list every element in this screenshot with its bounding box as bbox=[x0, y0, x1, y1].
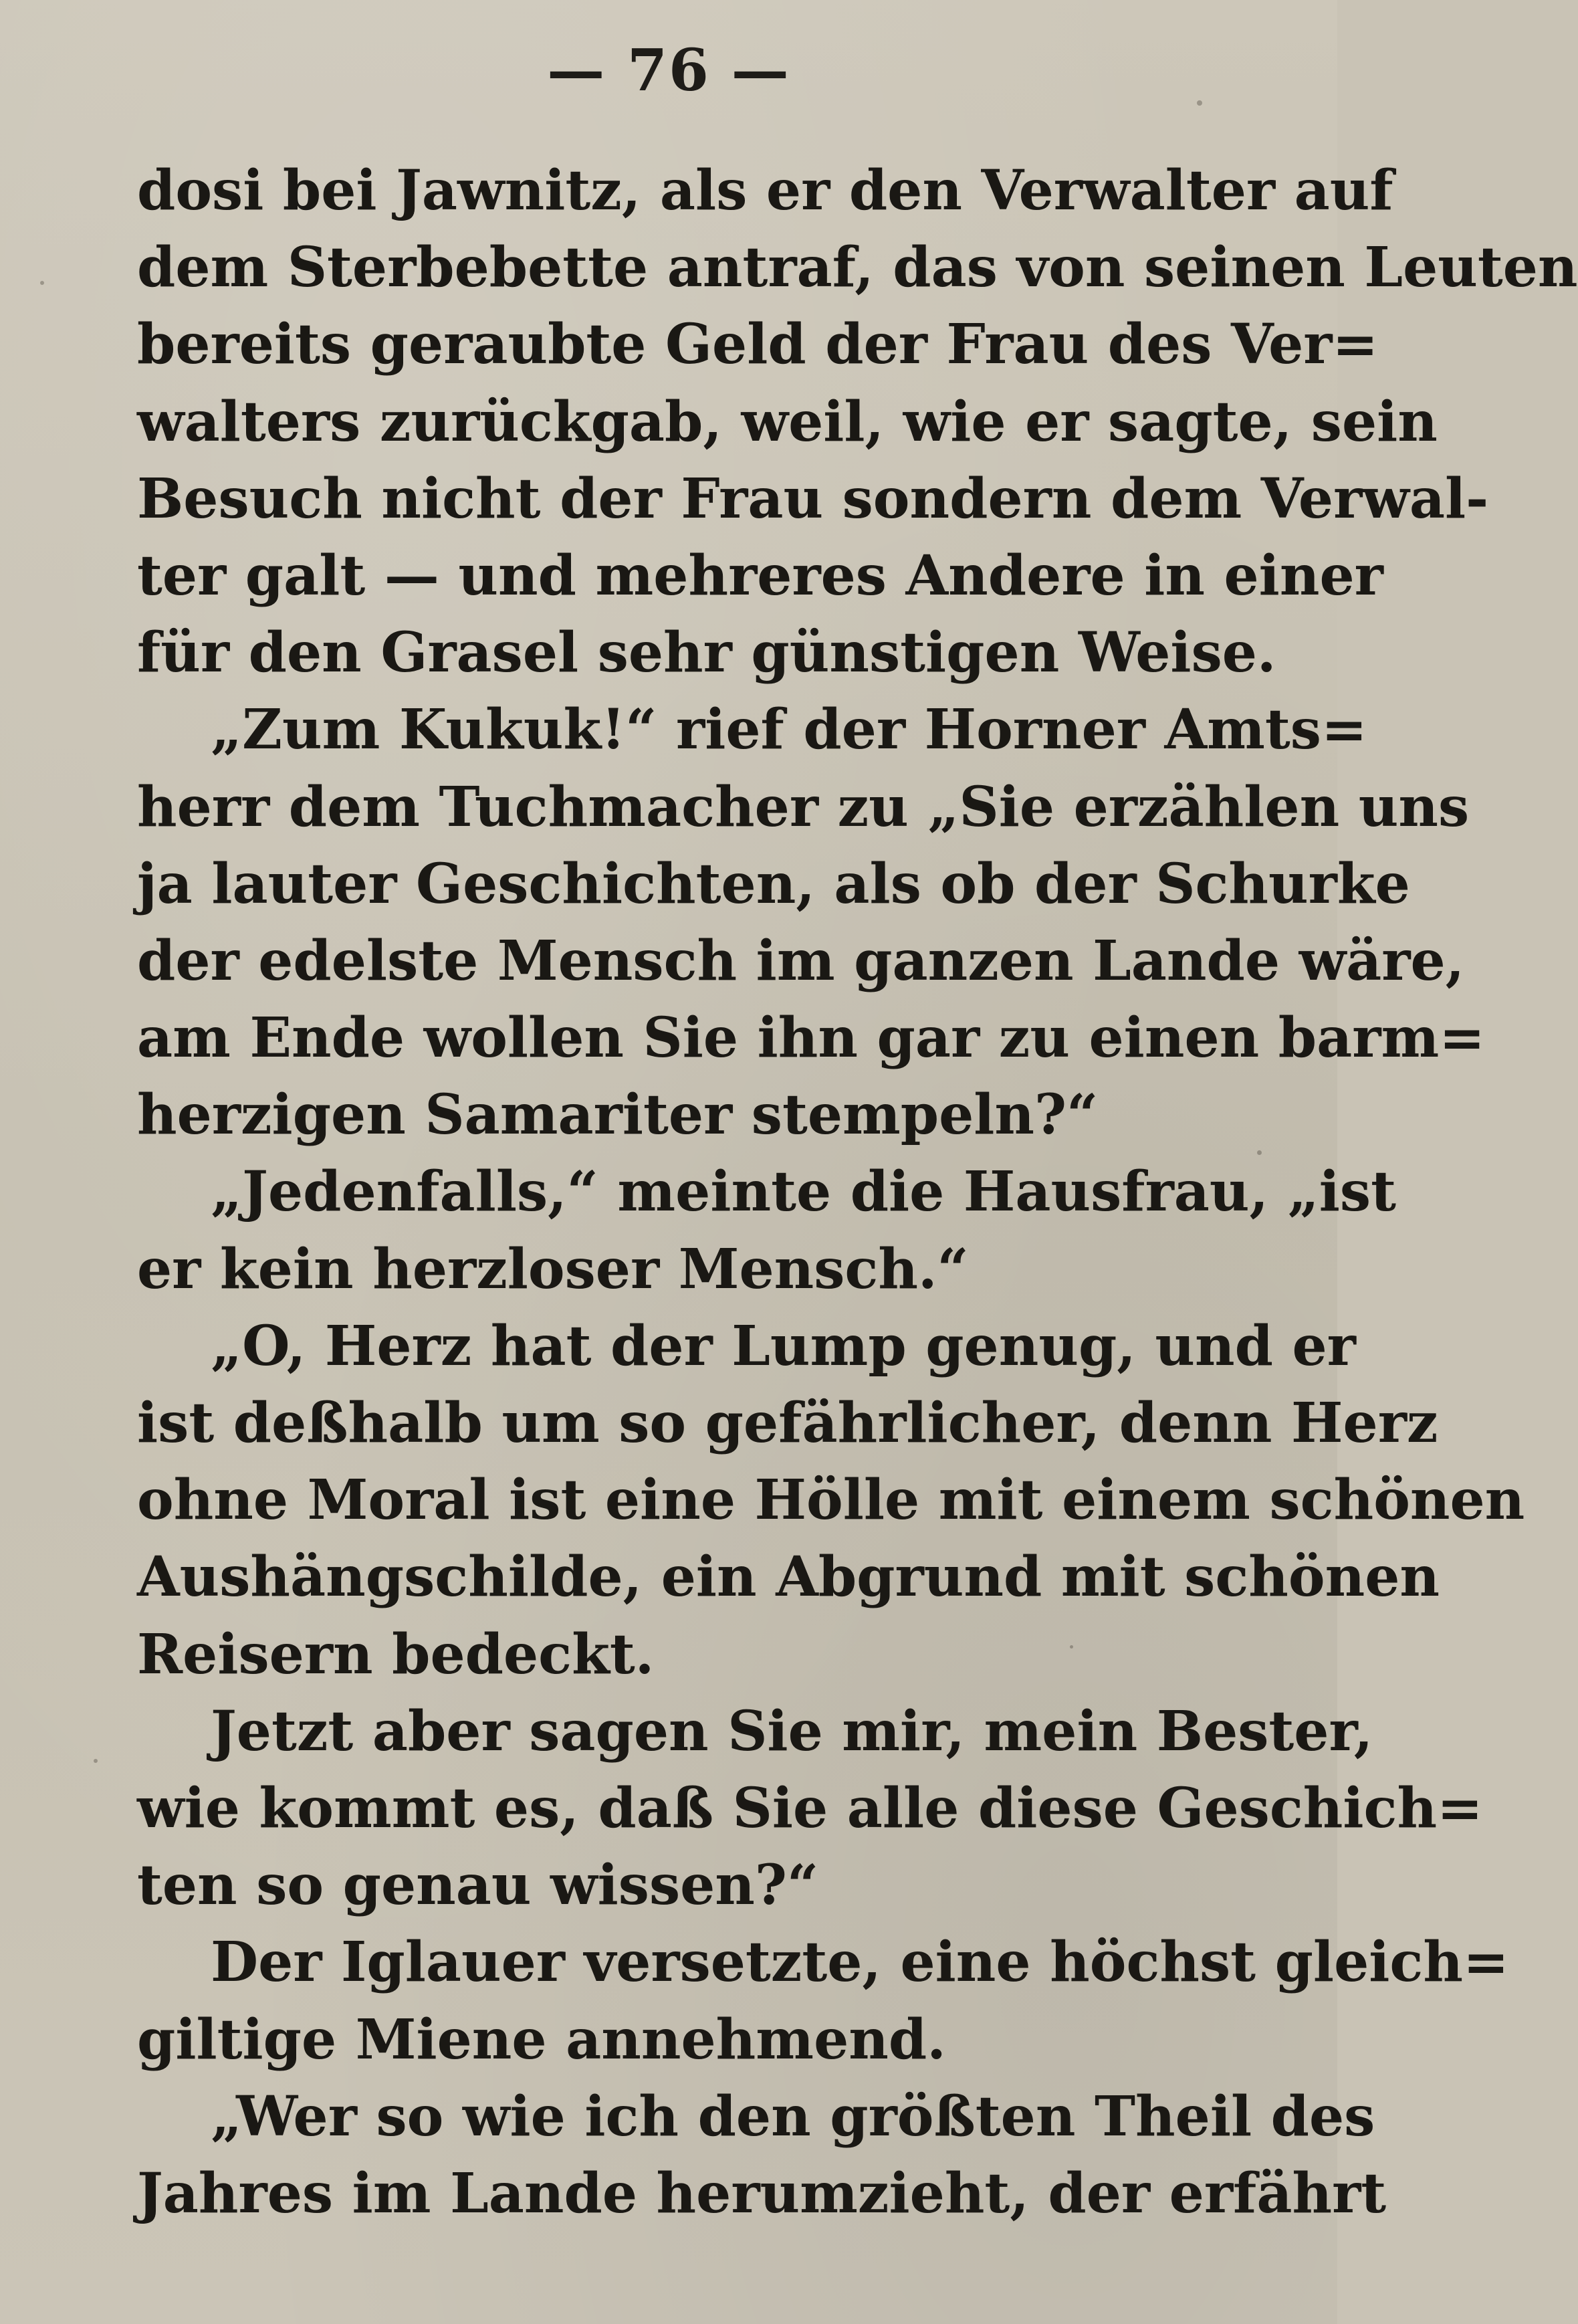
text-line: ist deßhalb um so gefährlicher, denn Herz bbox=[137, 1391, 1438, 1455]
text-line: Besuch nicht der Frau sondern dem Verwal- bbox=[137, 466, 1489, 531]
text-line: Der Iglauer versetzte, eine höchst gleich= bbox=[211, 1930, 1509, 1995]
text-line: „Jedenfalls,“ meinte die Hausfrau, „ist bbox=[211, 1160, 1396, 1225]
text-line: Jahres im Lande herumzieht, der erfährt bbox=[137, 2161, 1387, 2226]
text-line: für den Grasel sehr günstigen Weise. bbox=[137, 621, 1276, 685]
text-line: „O, Herz hat der Lump genug, und er bbox=[211, 1313, 1356, 1378]
text-line: ter galt — und mehreres Andere in einer bbox=[137, 543, 1383, 608]
text-line: Reisern bedeckt. bbox=[137, 1622, 655, 1687]
text-line: Jetzt aber sagen Sie mir, mein Bester, bbox=[211, 1699, 1373, 1764]
text-line: wie kommt es, daß Sie alle diese Geschich= bbox=[137, 1776, 1483, 1840]
body-text bbox=[137, 152, 1578, 2232]
paper-speck bbox=[1257, 1150, 1262, 1155]
text-line: ja lauter Geschichten, als ob der Schurke bbox=[137, 851, 1410, 916]
text-line: herzigen Samariter stempeln?“ bbox=[137, 1083, 1099, 1148]
text-line: der edelste Mensch im ganzen Lande wäre, bbox=[137, 928, 1465, 993]
text-line: „Wer so wie ich den größten Theil des bbox=[211, 2084, 1375, 2149]
text-line: herr dem Tuchmacher zu „Sie erzählen uns bbox=[137, 774, 1470, 839]
paper-speck bbox=[94, 1759, 98, 1763]
text-line: walters zurückgab, weil, wie er sagte, sein bbox=[137, 389, 1438, 454]
text-line: dem Sterbebette antraf, das von seinen Leuten bbox=[137, 235, 1578, 300]
paper-speck bbox=[1197, 100, 1202, 106]
text-line: er kein herzloser Mensch.“ bbox=[137, 1237, 969, 1301]
paper-speck bbox=[40, 281, 44, 285]
paper-speck bbox=[1070, 1645, 1073, 1649]
text-line: Aushängschilde, ein Abgrund mit schönen bbox=[137, 1545, 1440, 1610]
text-line: „Zum Kukuk!“ rief der Horner Amts= bbox=[211, 698, 1367, 762]
page-number: — 76 — bbox=[547, 37, 790, 104]
text-line: dosi bei Jawnitz, als er den Verwalter auf bbox=[137, 159, 1393, 223]
text-line: am Ende wollen Sie ihn gar zu einen barm= bbox=[137, 1006, 1485, 1071]
text-line: ten so genau wissen?“ bbox=[137, 1853, 819, 1918]
text-line: giltige Miene annehmend. bbox=[137, 2007, 946, 2072]
text-line: ohne Moral ist eine Hölle mit einem schönen bbox=[137, 1468, 1525, 1533]
text-line: bereits geraubte Geld der Frau des Ver= bbox=[137, 312, 1379, 377]
